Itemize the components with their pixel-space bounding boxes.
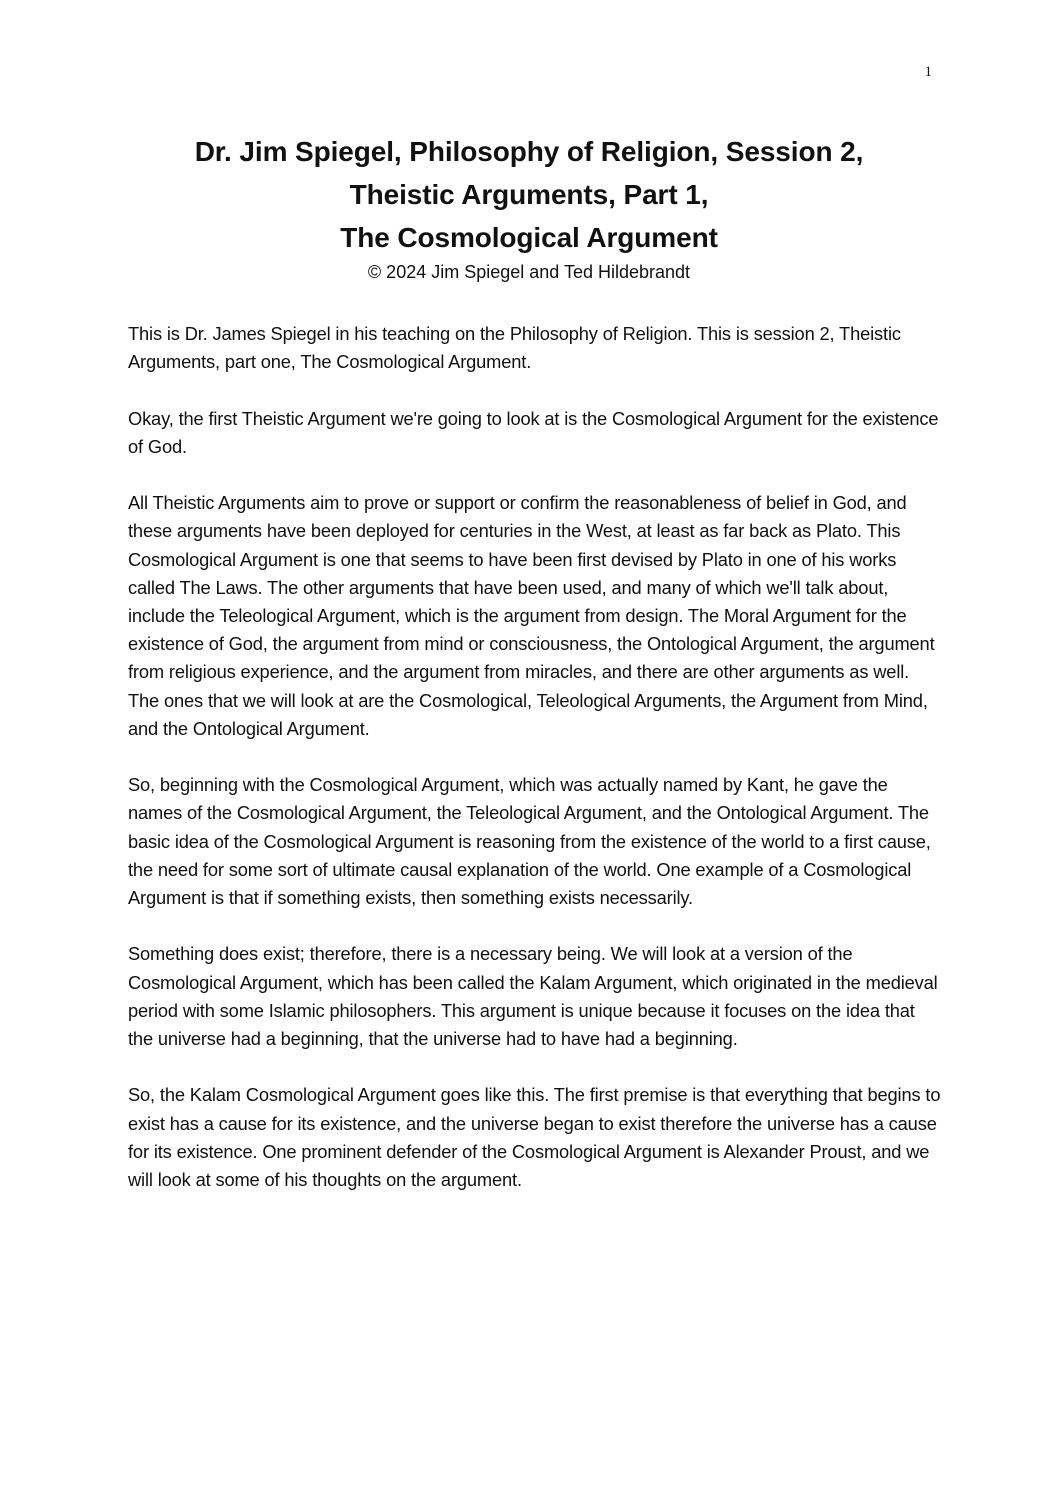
document-body: [128, 320, 943, 1222]
paragraph-kalam-origin: Something does exist; therefore, there is a necessary being. We will look at a version of the Cosmological Argument, which has been called the Kalam Argument, which originated in the medieval period with some Islamic philosophers. This argument is unique because it focuses on the idea that the universe had a beginning, that the universe had to have had a beginning.: [128, 943, 938, 1050]
title-line-1: Dr. Jim Spiegel, Philosophy of Religion, Session 2,: [194, 136, 864, 167]
paragraph-theistic-arguments: All Theistic Arguments aim to prove or support or confirm the reasonableness of belief in God, and these arguments have been deployed for centuries in the West, at least as far back as Plato. This Cosmological Argument is one that seems to have been first devised by Plato in one of his works called The Laws. The other arguments that have been used, and many of which we'll talk about, include the Teleological Argument, which is the argument from design. The Moral Argument for the existence of God, the argument from mind or consciousness, the Ontological Argument, the argument from religious experience, and the argument from miracles, and there are other arguments as well. The ones that we will look at are the Cosmological, Teleological Arguments, the Argument from Mind, and the Ontological Argument.: [128, 492, 935, 739]
paragraph-cosmological-basics: So, beginning with the Cosmological Argument, which was actually named by Kant, he gave the names of the Cosmological Argument, the Teleological Argument, and the Ontological Argument. The basic idea of the Cosmological Argument is reasoning from the existence of the world to a first cause, the need for some sort of ultimate causal explanation of the world. One example of a Cosmological Argument is that if something exists, then something exists necessarily.: [128, 774, 931, 909]
document-header: [100, 130, 958, 285]
page-number: 1: [924, 64, 932, 80]
paragraph-kalam-premises: So, the Kalam Cosmological Argument goes like this. The first premise is that everything that begins to exist has a cause for its existence, and the universe began to exist therefore the universe has a cause for its existence. One prominent defender of the Cosmological Argument is Alexander Proust, and we will look at some of his thoughts on the argument.: [128, 1084, 941, 1191]
title-line-3: The Cosmological Argument: [340, 222, 718, 253]
paragraph-first-argument: Okay, the first Theistic Argument we're going to look at is the Cosmological Argument for the existence of God.: [128, 407, 939, 457]
copyright-notice: © 2024 Jim Spiegel and Ted Hildebrandt: [367, 262, 691, 282]
paragraph-intro: This is Dr. James Spiegel in his teaching on the Philosophy of Religion. This is session 2, Theistic Arguments, part one, The Cosmological Argument.: [128, 323, 901, 373]
title-line-2: Theistic Arguments, Part 1,: [349, 179, 709, 210]
